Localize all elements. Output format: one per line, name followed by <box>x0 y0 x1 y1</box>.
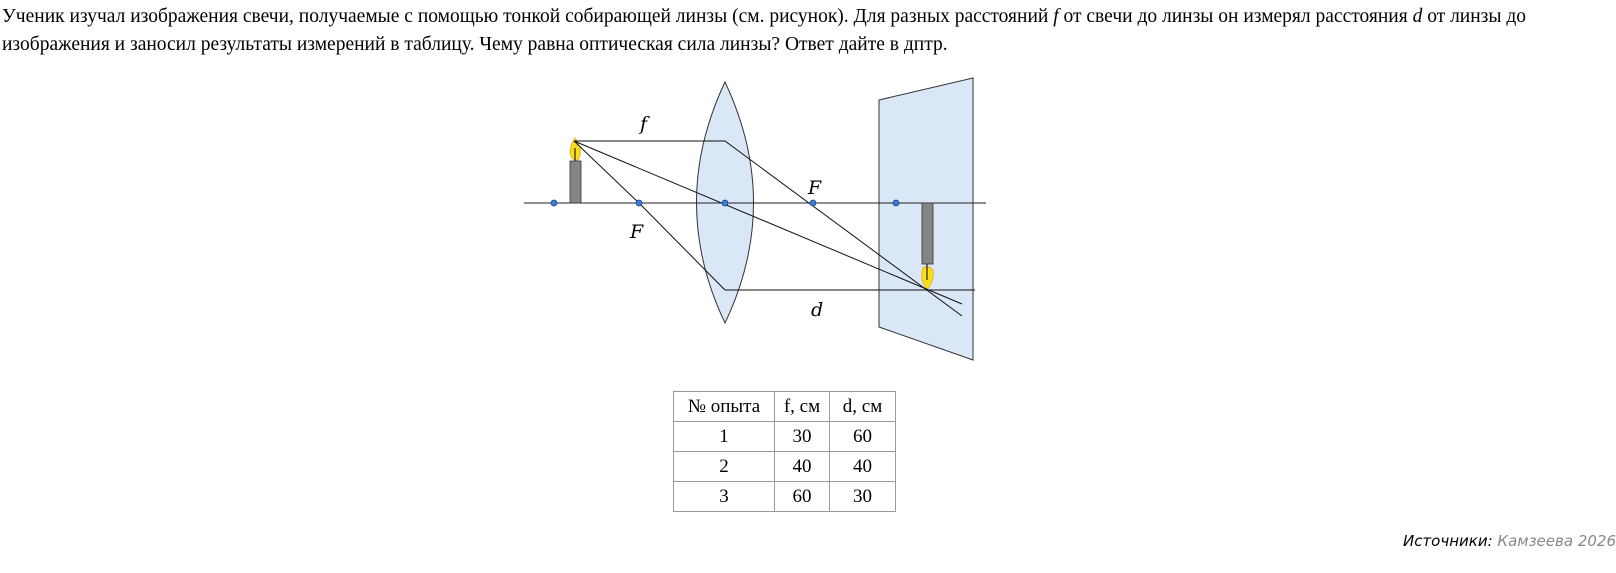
image-candle <box>922 203 933 264</box>
focus-right <box>810 200 816 206</box>
label-f: f <box>640 113 648 135</box>
measurements-table <box>673 391 896 512</box>
table-row: 2 40 40 <box>674 452 896 482</box>
source-author[interactable]: Камзеева 2026 <box>1497 532 1616 550</box>
label-F-right: F <box>808 177 822 199</box>
focus-left <box>636 200 642 206</box>
label-F-left: F <box>630 221 644 243</box>
point-2f-right <box>893 200 899 206</box>
lens-center <box>722 200 728 206</box>
candle <box>570 161 581 203</box>
table-row: 3 60 30 <box>674 482 896 512</box>
source-line: Источники: Камзеева 2026 <box>1402 532 1616 550</box>
question-text: Ученик изучал изображения свечи, получаемые с помощью тонкой собирающей линзы (см. рисунок). Для разных расстояний f от свечи до линзы он измерял расстояния d от линзы до изображения и заносил результаты измерений в таблицу. Чему равна оптическая сила линзы? Ответ дайте в дптр. <box>2 6 1527 55</box>
table-row: 1 30 60 <box>674 422 896 452</box>
point-2f-left <box>551 200 557 206</box>
label-d: d <box>811 299 824 321</box>
table-header: № опыта f, см d, см <box>674 392 896 422</box>
